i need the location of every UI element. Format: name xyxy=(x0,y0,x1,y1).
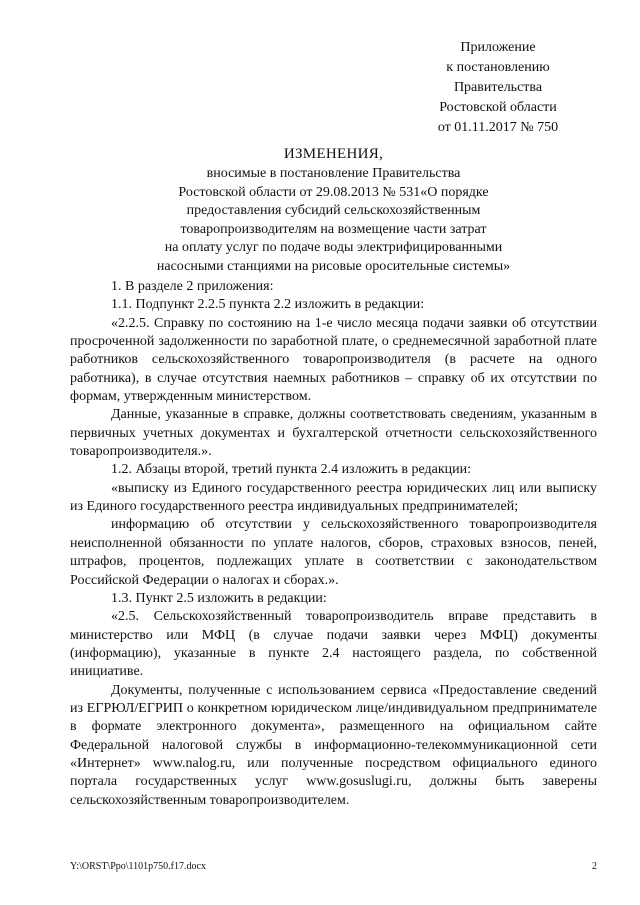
paragraph-item-1-2: 1.2. Абзацы второй, третий пункта 2.4 изложить в редакции: xyxy=(111,462,472,478)
document-body xyxy=(70,278,597,810)
subtitle-line: Ростовской области от 29.08.2013 № 531«О порядке xyxy=(178,184,489,200)
paragraph-tax-information: информацию об отсутствии у сельскохозяйственного товаропроизводителя неисполненной обязанности по уплате налогов, сборов, страховых взносов, пеней, штрафов, процентов, подлежащих уплате в соответствии с законодательством Российской Федерации о налогах и сборах.». xyxy=(70,517,597,588)
appendix-line: Ростовской области xyxy=(439,100,557,115)
subtitle-line: на оплату услуг по подаче воды электрифицированными xyxy=(164,240,503,255)
appendix-line: Приложение xyxy=(460,40,536,55)
appendix-header xyxy=(400,38,596,138)
subtitle-line: насосными станциями на рисовые оросительные системы» xyxy=(156,258,511,274)
paragraph-data-correspondence: Данные, указанные в справке, должны соответствовать сведениям, указанным в первичных учетных документах и бухгалтерской отчетности сельскохозяйственного товаропроизводителя.». xyxy=(70,407,597,460)
subtitle-line: предоставления субсидий сельскохозяйственным xyxy=(186,203,481,218)
document-title-block xyxy=(70,144,597,276)
appendix-line: от 01.11.2017 № 750 xyxy=(437,120,559,135)
paragraph-item-1-1: 1.1. Подпункт 2.2.5 пункта 2.2 изложить в редакции: xyxy=(111,297,425,313)
subtitle-line: товаропроизводителям на возмещение части затрат xyxy=(180,221,487,237)
paragraph-documents: Документы, полученные с использованием сервиса «Предоставление сведений из ЕГРЮЛ/ЕГРИП о конкретном юридическом лице/индивидуальном предпринимателе в формате электронного документа», размещенного на официальном сайте Федеральной налоговой службы в информационно-телекоммуникационной сети «Интернет» www.nalog.ru, или полученные посредством официального единого портала государственных услуг www.gosuslugi.ru, должны быть заверены сельскохозяйственным товаропроизводителем. xyxy=(70,682,597,808)
paragraph-2-5: «2.5. Сельскохозяйственный товаропроизводитель вправе представить в министерство или МФЦ (в случае подачи заявки через МФЦ) документы (информацию), указанные в пункте 2.4 настоящего раздела, по собственной инициативе. xyxy=(70,609,597,680)
document-subtitle xyxy=(70,165,597,276)
paragraph-2-2-5: «2.2.5. Справку по состоянию на 1-е число месяца подачи заявки об отсутствии просроченной задолженности по заработной плате, о среднемесячной заработной плате работников сельскохозяйственного товаропроизводителя (в расчете на одного работника), в случае отсутствия наемных работников – справку об их отсутствии по формам, утвержденным министерством. xyxy=(70,315,597,405)
page-number: 2 xyxy=(592,861,597,872)
paragraph-registry-extract: «выписку из Единого государственного реестра юридических лиц или выписку из Единого государственного реестра индивидуальных предпринимателей; xyxy=(70,480,597,515)
document-title: ИЗМЕНЕНИЯ, xyxy=(283,146,384,162)
subtitle-line: вносимые в постановление Правительства xyxy=(206,166,461,181)
paragraph-section-2: 1. В разделе 2 приложения: xyxy=(111,279,274,294)
file-path: Y:\ORST\Ppo\1101p750.f17.docx xyxy=(70,861,206,872)
appendix-line: к постановлению xyxy=(446,60,550,75)
paragraph-item-1-3: 1.3. Пункт 2.5 изложить в редакции: xyxy=(111,590,327,606)
appendix-line: Правительства xyxy=(453,80,543,95)
